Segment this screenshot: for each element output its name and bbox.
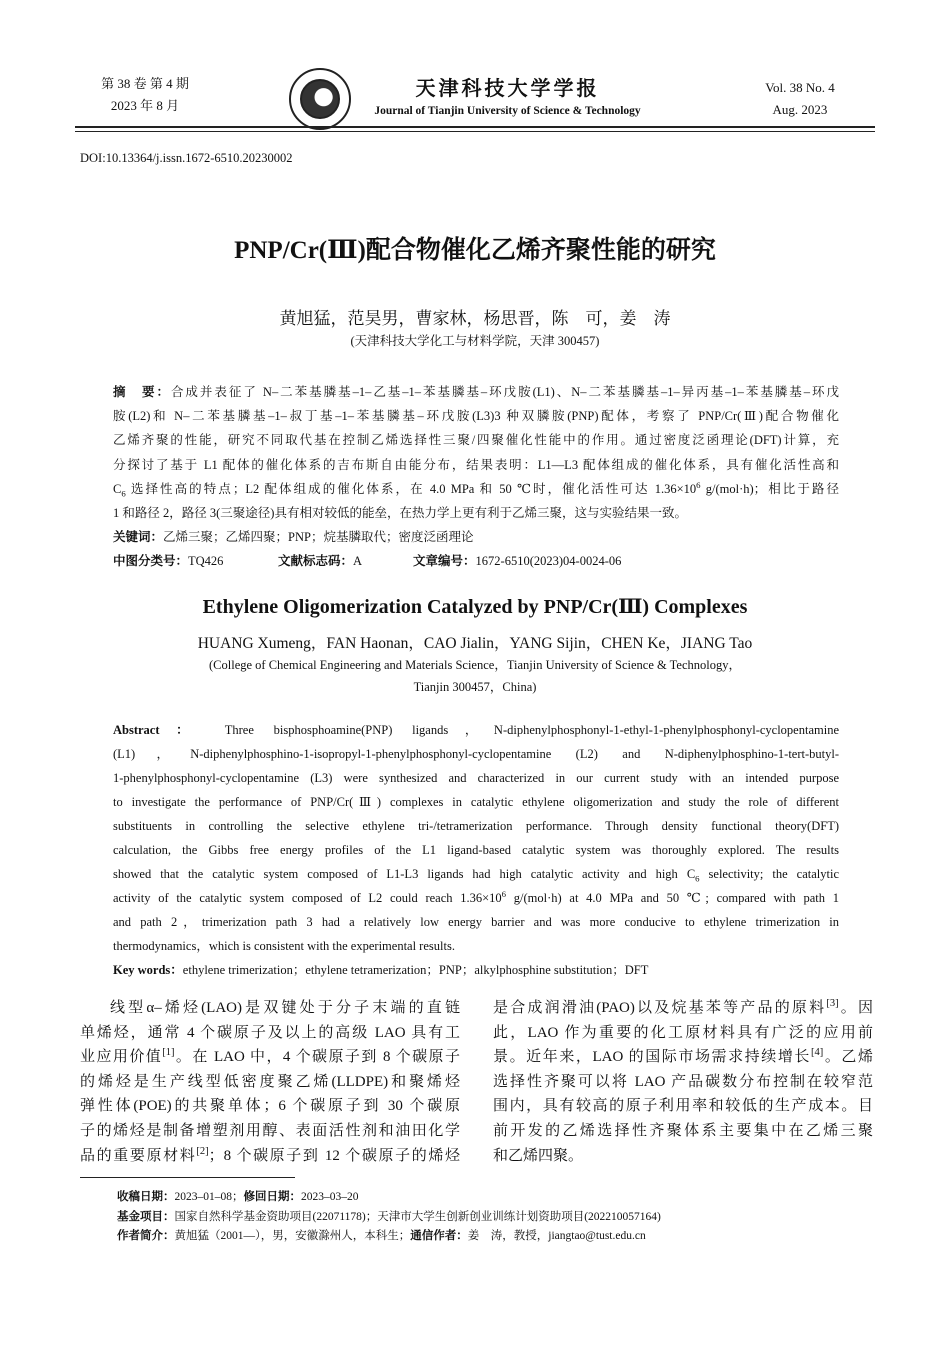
- abstract-cn-line: 乙烯齐聚的性能，研究不同取代基在控制乙烯选择性三聚/四聚催化性能中的作用。通过密度泛函理论(DFT)计算，充: [113, 433, 839, 448]
- abstract-en-line: thermodynamics，which is consistent with the experimental results.: [113, 939, 455, 953]
- abstract-en-line: activity of the catalytic system composed of L2 could reach $1.36\times 10^6$ g/(mol·h) at 4.0 MPa and 50 ℃; compared with path 1: [113, 888, 840, 905]
- body-line: 弹性体(POE)的共聚单体；6 个碳原子到 30 个碳原: [80, 1098, 460, 1115]
- body-line: 品的重要原材料[2]；8 个碳原子到 12 个碳原子的烯烃: [80, 1145, 460, 1164]
- body-column-right: [493, 996, 873, 1168]
- body-line: 是合成润滑油(PAO)以及烷基苯等产品的原料[3]。因: [493, 998, 873, 1016]
- volume-cn: 第 38 卷 第 4 期: [101, 76, 189, 91]
- body-line: 的烯烃是生产线型低密度聚乙烯(LLDPE)和聚烯烃: [80, 1073, 460, 1090]
- abstract-cn-label: 摘 要：: [113, 384, 171, 399]
- abstract-en-line: 1-phenylphosphonyl-cyclopentamine (L3) were synthesized and characterized in our current study with an intended purpose: [113, 771, 839, 785]
- abstract-en-line: and path 2，trimerization path 3 had a relatively low energy barrier and was more conducive to ethylene trimerization in: [113, 915, 839, 929]
- authors-cn: 黄旭猛，范昊男，曹家林，杨思晋，陈 可，姜 涛: [279, 309, 671, 328]
- abstract-en-line: calculation, the Gibbs free energy profiles of the L1 ligand-based catalytic system was thoroughly explored. The results: [113, 843, 839, 857]
- header-rule: [75, 126, 875, 128]
- authors-en: HUANG Xumeng，FAN Haonan，CAO Jialin，YANG Sijin，CHEN Ke，JIANG Tao: [197, 635, 753, 652]
- abstract-en-line: to investigate the performance of PNP/Cr(Ⅲ) complexes in catalytic ethylene oligomerization and study the role of different: [113, 795, 839, 809]
- doi: DOI:10.13364/j.issn.1672-6510.20230002: [80, 151, 293, 165]
- abstract-en-line: showed that the catalytic system composed of L1-L3 ligands had high catalytic activity and high $C_6$ selectivity; the catalytic: [113, 867, 839, 884]
- body-line: 围内，具有较高的原子利用率和较低的生产成本。目: [493, 1098, 873, 1115]
- issue-info-en: [745, 77, 855, 121]
- footnotes: [117, 1187, 661, 1246]
- body-line: 景。近年来，LAO 的国际市场需求持续增长[4]。乙烯: [493, 1047, 873, 1066]
- body-line: 此，LAO 作为重要的化工原材料具有广泛的应用前: [493, 1024, 873, 1041]
- body-line: 业应用价值[1]。在 LAO 中，4 个碳原子到 8 个碳原子: [80, 1047, 460, 1066]
- affiliation-en-city: Tianjin 300457，China): [413, 680, 537, 694]
- abstract-cn-line: 1 和路径 2，路径 3(三聚途径)具有相对较低的能垒，在热力学上更有利于乙烯三聚，这与实验结果一致。: [113, 506, 687, 521]
- header-rule-thin: [75, 131, 875, 132]
- keywords-cn: 关键词：乙烯三聚；乙烯四聚；PNP；烷基膦取代；密度泛函理论: [113, 529, 474, 545]
- journal-title-en: Journal of Tianjin University of Science & Technology: [374, 105, 641, 117]
- keywords-en: Key words：ethylene trimerization；ethylene tetramerization；PNP；alkylphosphine substitution；DFT: [113, 963, 649, 977]
- date-en: Aug. 2023: [772, 102, 828, 117]
- journal-title-cn: 天津科技大学学报: [415, 76, 600, 100]
- abstract-cn-line: 分探讨了基于 L1 配体的催化体系的吉布斯自由能分布，结果表明：L1—L3 配体组成的催化体系，具有催化活性高和: [113, 457, 839, 472]
- body-line: 和乙烯四聚。: [493, 1147, 584, 1164]
- title-en: Ethylene Oligomerization Catalyzed by PNP/Cr(Ⅲ) Complexes: [202, 596, 748, 618]
- abstract-en-line: (L1)，N-diphenylphosphino-1-isopropyl-1-phenylphosphonyl-cyclopentamine (L2) and N-diphenylphosphino-1-tert-butyl-: [113, 747, 839, 761]
- footnote-rule: [80, 1177, 295, 1178]
- affiliation-en: (College of Chemical Engineering and Materials Science，Tianjin University of Science & Technology，: [209, 658, 741, 672]
- body-line: 线型α–烯烃(LAO)是双键处于分子末端的直链: [110, 1000, 460, 1016]
- abstract-en: Abstract： Three bisphosphoamine(PNP) ligands，N-diphenylphosphonyl-1-ethyl-1-phenylphosphonyl-cyclopentamine (L1)，N-diphenylphosphino-1-isopropyl-1-phenylphosphonyl-cyclopentamine (L2) and N-diphenylphosphino-1-tert-butyl- 1-phenylphosphonyl-cyclopentamine (L3) were synthesized and characterized in our current study with an intended purpose to investigate the performance of PNP/Cr(Ⅲ) complexes in catalytic ethylene oligomerization and study the role of different substituents in controlling the selective ethylene tri-/tetramerization performance. Through density functional theory(DFT) calculation, the Gibbs free energy profiles of the L1 ligand-based catalytic system was thoroughly explored. The results showed that the catalytic system composed of L1-L3 ligands had high catalytic activity and high $C_6$ selectivity; the catalytic activity of the catalytic system composed of L2 could reach $1.36\times 10^6$ g/(mol·h) at 4.0 MPa and 50 ℃; compared with path 1 and path 2，trimerization path 3 had a relatively low energy barrier and was more conducive to ethylene trimerization in thermodynamics，which is consistent with the experimental results. Key words：ethylene trimerization；ethylene tetramerization；PNP；alkylphosphine substitution；DFT: [113, 718, 839, 982]
- title-cn: PNP/Cr(Ⅲ)配合物催化乙烯齐聚性能的研究: [234, 237, 716, 264]
- journal-logo: [289, 68, 351, 130]
- footnote-author: 作者简介：黄旭猛（2001—），男，安徽滁州人，本科生；通信作者：姜 涛，教授，jiangtao@tust.edu.cn: [117, 1228, 646, 1243]
- abstract-cn-line: 胺(L2)和 N–二苯基膦基–1–叔丁基–1–苯基膦基–环戊胺(L3)3 种双膦胺(PNP)配体，考察了 PNP/Cr(Ⅲ)配合物催化: [113, 409, 839, 424]
- body-line: 前开发的乙烯选择性齐聚体系主要集中在乙烯三聚: [493, 1122, 873, 1139]
- body-line: 子的烯烃是制备增塑剂用醇、表面活性剂和油田化学: [80, 1122, 460, 1139]
- affiliation-cn: (天津科技大学化工与材料学院，天津 300457): [350, 334, 600, 348]
- issue-info-cn: [80, 73, 210, 117]
- body-line: 选择性齐聚可以将 LAO 产品碳数分布控制在较窄范: [493, 1073, 873, 1090]
- footnote-dates: 收稿日期：2023–01–08；修回日期：2023–03–20: [117, 1189, 359, 1203]
- body-column-left: [80, 996, 460, 1168]
- footnote-funding: 基金项目：国家自然科学基金资助项目(22071178)；天津市大学生创新创业训练计划资助项目(202210057164): [117, 1208, 661, 1223]
- abstract-cn: [113, 380, 839, 574]
- date-cn: 2023 年 8 月: [110, 98, 180, 113]
- abstract-cn-line: $C_6$ 选择性高的特点；L2 配体组成的催化体系，在 4.0 MPa 和 50 ℃时，催化活性可达 $1.36\times 10^6$ g/(mol·h)；相比于路径: [113, 479, 839, 499]
- body-line: 单烯烃，通常 4 个碳原子及以上的高级 LAO 具有工: [80, 1024, 460, 1041]
- abstract-en-line: substituents in controlling the selective ethylene tri-/tetramerization performance. Through density functional theory(DFT): [113, 819, 839, 833]
- abstract-cn-line: 合成并表征了 N–二苯基膦基–1–乙基–1–苯基膦基–环戊胺(L1)、N–二苯基膦基–1–异丙基–1–苯基膦基–环戊: [170, 385, 839, 399]
- volume-en: Vol. 38 No. 4: [765, 80, 835, 95]
- abstract-en-label: Abstract：: [113, 723, 206, 737]
- classification: 中图分类号：TQ426 文献标志码：A 文章编号：1672-6510(2023)04-0024-06: [113, 553, 622, 569]
- journal-title: [350, 72, 665, 117]
